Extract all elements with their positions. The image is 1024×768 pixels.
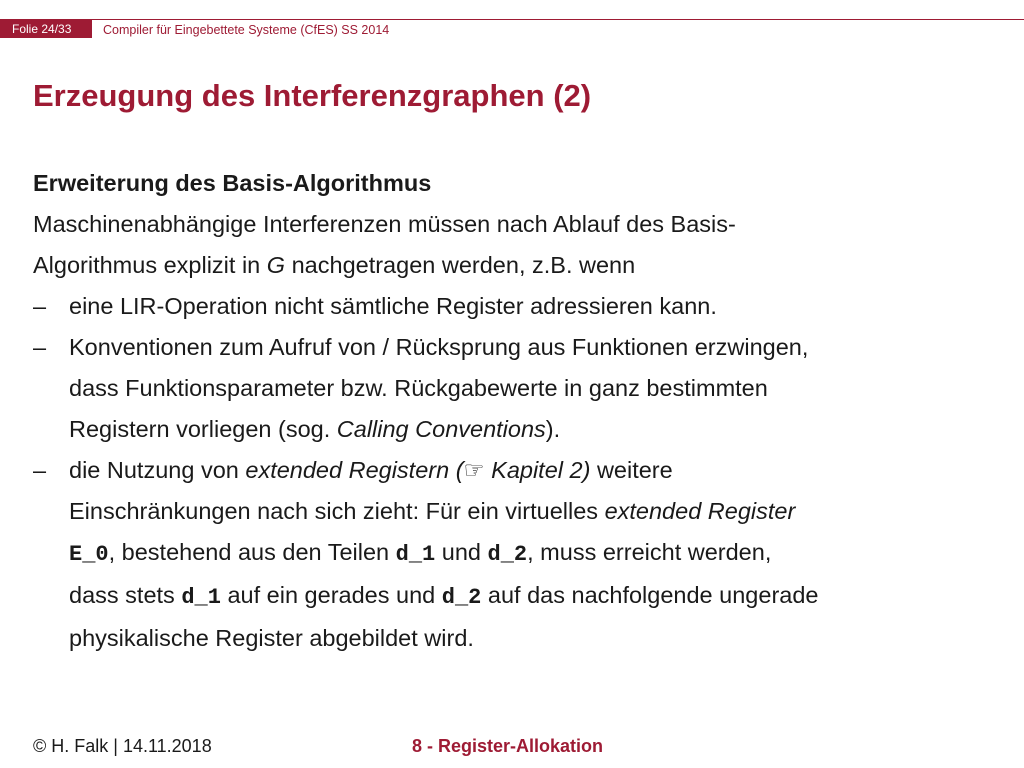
bullet-3-line-5 xyxy=(33,618,1003,659)
code-d1: d_1 xyxy=(395,542,436,567)
intro-line-1: Maschinenabhängige Interferenzen müssen nach Ablauf des Basis- xyxy=(33,211,736,237)
pointing-hand-icon: ☞ xyxy=(463,457,485,483)
footer-chapter: 8 - Register-Allokation xyxy=(412,736,604,756)
bullet-3-line-2 xyxy=(33,491,1003,532)
bullet-1 xyxy=(33,286,1003,327)
bullet-3-text-2a: Einschränkungen nach sich zieht: Für ein virtuelles xyxy=(69,498,605,524)
code-e0: E_0 xyxy=(69,542,109,567)
bullet-3-text-3a: , bestehend aus den Teilen xyxy=(108,539,396,565)
extended-registers-text: extended Registern ( xyxy=(245,457,464,483)
slide-number-badge: Folie 24/33 xyxy=(0,20,92,38)
bullet-dash: – xyxy=(33,293,47,319)
bullet-3-text-5: physikalische Register abgebildet wird. xyxy=(69,625,474,651)
section-heading: Erweiterung des Basis-Algorithmus xyxy=(33,170,432,196)
bullet-3-text-1a: die Nutzung von xyxy=(69,457,246,483)
course-title: Compiler für Eingebettete Systeme (CfES) SS 2014 xyxy=(103,23,390,37)
slide-title: Erzeugung des Interferenzgraphen (2) xyxy=(33,78,592,113)
bullet-2-text-3a: Registern vorliegen (sog. xyxy=(69,416,337,442)
bullet-3-line-1 xyxy=(33,450,1003,491)
slide-content xyxy=(33,163,1003,659)
intro-text-b: nachgetragen werden, z.B. wenn xyxy=(285,252,636,278)
code-d2: d_2 xyxy=(441,585,482,610)
extended-registers-term xyxy=(245,457,590,483)
bullet-3-text-4a: dass stets xyxy=(69,582,182,608)
intro-text-a: Algorithmus explizit in xyxy=(33,252,267,278)
bullet-2-line-2 xyxy=(33,368,1003,409)
bullet-dash: – xyxy=(33,457,47,483)
bullet-1-text: eine LIR-Operation nicht sämtliche Register adressieren kann. xyxy=(69,293,717,319)
intro-line-2 xyxy=(33,245,1003,286)
bullet-3-line-3 xyxy=(33,532,1003,575)
bullet-2-line-3 xyxy=(33,409,1003,450)
bullet-3-text-1b: weitere xyxy=(590,457,673,483)
bullet-2-line-1 xyxy=(33,327,1003,368)
extended-register-term: extended Register xyxy=(604,498,796,524)
bullet-3-text-3c: , muss erreicht werden, xyxy=(527,539,772,565)
bullet-3-text-4c: auf das nachfolgende ungerade xyxy=(481,582,819,608)
bullet-3-line-4 xyxy=(33,575,1003,618)
bullet-dash: – xyxy=(33,334,47,360)
bullet-3-text-3b: und xyxy=(435,539,488,565)
bullet-2-text-1: Konventionen zum Aufruf von / Rücksprung aus Funktionen erzwingen, xyxy=(69,334,809,360)
bullet-2-text-3b: ). xyxy=(545,416,561,442)
graph-variable: G xyxy=(266,252,286,278)
code-d1: d_1 xyxy=(181,585,221,610)
bullet-2-text-2: dass Funktionsparameter bzw. Rückgabewerte in ganz bestimmten xyxy=(69,375,768,401)
bullet-3-text-4b: auf ein gerades und xyxy=(220,582,442,608)
header-rule xyxy=(0,19,1024,20)
code-d2: d_2 xyxy=(487,542,528,567)
footer-author: © H. Falk | 14.11.2018 xyxy=(33,736,212,756)
chapter-reference: Kapitel 2) xyxy=(484,457,591,483)
calling-conventions-term: Calling Conventions xyxy=(336,416,546,442)
